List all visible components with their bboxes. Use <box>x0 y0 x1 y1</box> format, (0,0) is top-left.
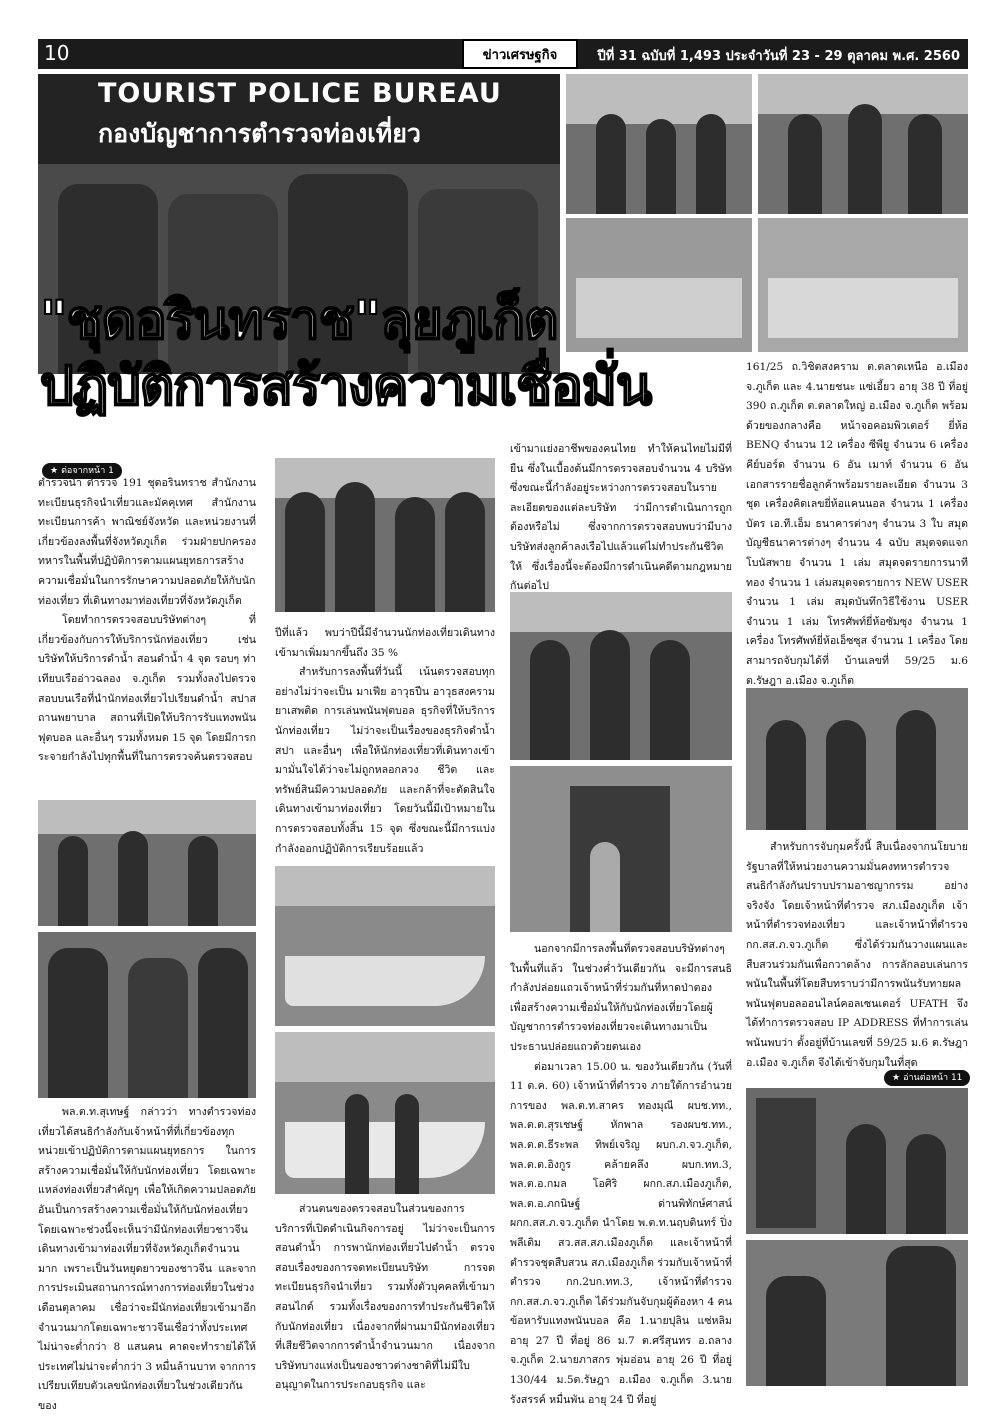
photo-speedboat-dock <box>275 866 495 1026</box>
article-column-4-cont <box>746 838 968 1073</box>
col3-paragraph-3: ต่อมาเวลา 15.00 น. ของวันเดียวกัน (วันที่ 11 ต.ค. 60) เจ้าหน้าที่ตำรวจ ภายใต้การอำนวยการของ พล.ต.ท.สาคร ทองมุณี ผบช.ทท., พล.ต.ต.สุรเชษฐ์ หักพาล รองผบช.ทท., พล.ต.ต.ธีระพล ทิพย์เจริญ ผบก.ภ.จว.ภูเก็ต, พล.ต.ต.อิงกูร คล้ายคลึง ผบก.ทท.3, พล.ต.อ.กมล โอศิริ ผกก.สภ.เมืองภูเก็ต, พล.ต.อ.ภกนิษฐ์ ด่านพิทักษ์ศาสน์ ผกก.สส.ภ.จว.ภูเก็ต นำโดย พ.ต.ท.นฤบดินทร์ ปิ่งพลีเติม สว.สส.สภ.เมืองภูเก็ต และเจ้าหน้าที่ตำรวจชุดสืบสวน สภ.เมืองภูเก็ต ร่วมกับเจ้าหน้าที่ตำรวจ กก.2บก.ทท.3, เจ้าหน้าที่ตำรวจ กก.สส.ภ.จว.ภูเก็ต ได้ร่วมกันจับกุมผู้ต้องหา 4 คน ข้อหารับแทงพนันบอล คือ 1.นายปุลิน แซ่หลิม อายุ 27 ปี ที่อยู่ 86 ม.7 ต.ศรีสุนทร อ.ถลาง จ.ภูเก็ต 2.นายภาสกร พุ่มอ่อน อายุ 26 ปี ที่อยู่ 130/44 ม.5ต.รัษฎา อ.เมือง จ.ภูเก็ต 3.นายรังสรรค์ หมื่นพัน อายุ 24 ปี ที่อยู่ <box>510 1060 732 1406</box>
article-column-1-cont <box>38 1103 256 1417</box>
issue-info: ปีที่ 31 ฉบับที่ 1,493 ประจำวันที่ 23 - 29 ตุลาคม พ.ศ. 2560 <box>597 49 960 64</box>
col3-paragraph-1: เข้ามาแย่งอาชีพของคนไทย ทำให้คนไทยไม่มีที่ยืน ซึ่งในเบื้องต้นมีการตรวจสอบจำนวน 4 บริษัท ซึ่งขณะนี้กำลังอยู่ระหว่างการตรวจสอบในรายละเอียดของแต่ละบริษัท ว่ามีการดำเนินการถูกต้องหรือไม่ ซึ่งจากการตรวจสอบพบว่ามีบางบริษัทส่งลูกค้าลงเรือไปแล้วแต่ไม่ทำประกันชีวิตให้ ซึ่งเรื่องนี้จะต้องมีการดำเนินคดีตามกฎหมายกันต่อไป <box>510 443 732 593</box>
banner-thai-text: กองบัญชาการตำรวจท่องเที่ยว <box>98 119 421 148</box>
col2-paragraph-2: สำหรับการลงพื้นที่วันนี้ เน้นตรวจสอบทุกอย่างไม่ว่าจะเป็น มาเฟีย อาวุธปืน อาวุธสงคราม ยาเสพติด การเล่นพนันฟุตบอล ธุรกิจที่ให้บริการนักท่องเที่ยว ไม่ว่าจะเป็นเรื่องของธุรกิจดำน้ำ สปา และอื่นๆ เพื่อให้นักท่องเที่ยวที่เดินทางเข้ามามั่นใจได้ว่าจะไม่ถูกหลอกลวง ชีวิต และทรัพย์สินมีความปลอดภัย และกล้าที่จะตัดสินใจเดินทางเข้ามาท่องเที่ยว โดยวันนี้มีเป้าหมายในการตรวจสอบทั้งสิ้น 15 จุด ซึ่งขณะนี้มีการแบ่งกำลังออกปฏิบัติการเรียบร้อยแล้ว <box>275 666 495 855</box>
col2-paragraph-3: ส่วนตนของตรวจสอบในส่วนของการบริการที่เปิดดำเนินกิจการอยู่ ไม่ว่าจะเป็นการสอนดำน้ำ การพานักท่องเที่ยวไปดำน้ำ ตรวจสอบเรื่องของการจดทะเบียนบริษัท การจดทะเบียนธุรกิจนำเที่ยว รวมทั้งตัวบุคคลที่เข้ามาสอนไกด์ รวมทั้งเรื่องของการทำประกันชีวิตให้กับนักท่องเที่ยว เนื่องจากที่ผ่านมามีนักท่องเที่ยวที่เสียชีวิตจากการดำน้ำจำนวนมาก เนื่องจากบริษัทบางแห่งเป็นของชาวต่างชาติที่ไม่มีใบอนุญาตในการประกอบธุรกิจ และ <box>275 1203 495 1392</box>
photo-inspection-walk <box>510 592 732 760</box>
headline-line-2: ปฏิบัติการสร้างความเชื่อมั่น <box>40 356 652 417</box>
photo-officers-pier <box>566 74 752 214</box>
photo-officers-briefing <box>758 74 968 214</box>
star-icon: ★ <box>50 466 59 476</box>
article-column-2-cont <box>275 1200 495 1396</box>
photo-seized-items <box>758 218 968 352</box>
continued-to-tag <box>884 1065 970 1086</box>
col1-paragraph-3: พล.ต.ท.สุเทษฐ์ กล่าวว่า ทางตำรวจท่องเที่ยวได้สนธิกำลังกับเจ้าหน้าที่ที่เกี่ยวข้องทุกหน่วยเข้าปฏิบัติการตามแผนยุทธการ ในการสร้างความเชื่อมั่นให้กับนักท่องเที่ยว โดยเฉพาะแหล่งท่องเที่ยวสำคัญๆ เพื่อให้เกิดความปลอดภัยอันเป็นการสร้างความเชื่อมั่นให้กับนักท่องเที่ยว โดยเฉพาะช่วงนี้จะเห็นว่ามีนักท่องเที่ยวชาวจีนเดินทางเข้ามาท่องเที่ยวที่จังหวัดภูเก็ตจำนวนมาก เพราะเป็นวันหยุดยาวของชาวจีน และจากการประเมินสถานการณ์ทางการท่องเที่ยวในช่วงเดือนตุลาคม เชื่อว่าจะมีนักท่องเที่ยวเข้ามาอีกจำนวนมากโดยเฉพาะชาวจีนเชื่อว่าทั้งประเทศไม่น่าจะต่ำกว่า 8 แสนคน คาดจะทำรายได้ให้ประเทศไม่น่าจะต่ำกว่า 3 หมื่นล้านบาท จากการเปรียบเทียบตัวเลขนักท่องเที่ยวในช่วงเดียวกันของ <box>38 1106 256 1412</box>
photo-special-unit <box>275 458 495 612</box>
col4-paragraph-2: สำหรับการจับกุมครั้งนี้ สืบเนื่องจากนโยบายรัฐบาลที่ให้หน่วยงานความมั่นคงทหารตำรวจสนธิกำลังกันปราบปรามอาชญากรรม อย่างจริงจัง โดยเจ้าหน้าที่ตำรวจ สภ.เมืองภูเก็ต เจ้าหน้าที่ตำรวจท่องเที่ยว และเจ้าหน้าที่ตำรวจ กก.สส.ภ.จว.ภูเก็ต ซึ่งได้ร่วมกันวางแผนและสืบสวนร่วมกันเพื่อกวาดล้าง การลักลอบเล่นการพนันในพื้นที่โดยสืบทราบว่ามีการพนันรับทายผลพนันฟุตบอลออนไลน์คอลเซนเตอร์ UFATH จึงได้ทำการตรวจสอบ IP ADDRESS ที่ทำการเล่นพนันพบว่า ตั้งอยู่ที่บ้านเลขที่ 59/25 ม.6 ต.รัษฎา อ.เมือง จ.ภูเก็ต จึงได้เข้าจับกุมในที่สุด <box>746 841 968 1069</box>
photo-computers-seized <box>746 1240 968 1386</box>
banner-english-text: TOURIST POLICE BUREAU <box>98 78 502 109</box>
newspaper-logo: ข่าวเศรษฐกิจ <box>462 39 578 69</box>
photo-officers-phone <box>38 932 256 1098</box>
photo-arrest-office <box>746 688 968 830</box>
col3-paragraph-2: นอกจากมีการลงพื้นที่ตรวจสอบบริษัทต่างๆ ในพื้นที่แล้ว ในช่วงค่ำวันเดียวกัน จะมีการสนธิกำลังปล่อยแถวเจ้าหน้าที่ร่วมกันที่หาดป่าตอง เพื่อสร้างความเชื่อมั่นให้กับนักท่องเที่ยวโดยผู้บัญชาการตำรวจท่องเที่ยวจะเดินทางมาเป็นประธานปล่อยแถวด้วยตนเอง <box>510 943 732 1053</box>
article-column-4 <box>746 358 968 691</box>
article-column-1 <box>38 474 256 768</box>
masthead-bar <box>38 39 968 69</box>
col4-paragraph-1: 161/25 ถ.วิชิตสงคราม ต.ตลาดเหนือ อ.เมือง จ.ภูเก็ต และ 4.นายชนะ แซ่เอี้ยว อายุ 38 ปี ที่อยู่ 390 ถ.ภูเก็ต ต.ตลาดใหญ่ อ.เมือง จ.ภูเก็ต พร้อมด้วยของกลางคือ หน้าจอคอมพิวเตอร์ ยี่ห้อ BENQ จำนวน 12 เครื่อง ซีพียู จำนวน 6 เครื่องคีย์บอร์ด จำนวน 6 อัน เมาท์ จำนวน 6 อัน เอกสารรายชื่อลูกค้าพร้อมรายละเอียด จำนวน 3 ชุด เครื่องคิดเลขยี่ห้อแคนนอล จำนวน 1 เครื่อง บัตร เอ.ที.เอ็ม ธนาคารต่างๆ จำนวน 3 ใบ สมุดบัญชีธนาคารต่างๆ จำนวน 4 ฉบับ สมุดจดแจกโบนัสพาย จำนวน 1 เล่ม สมุดจดรายการนาทีทอง จำนวน 1 เล่มสมุดจดรายการ NEW USER จำนวน 1 เล่ม สมุดบันทึกวิธีใช้งาน USER จำนวน 1 เล่ม โทรศัพท์ยี่ห้อซัมซุง จำนวน 1 เครื่อง โทรศัพท์ยี่ห้อเอ็ซซุส จำนวน 1 เครื่อง โดยสามารถจับกุมได้ที่ บ้านเลขที่ 59/25 ม.6 ต.รัษฎา อ.เมือง จ.ภูเก็ต <box>746 361 968 687</box>
article-column-3-cont <box>510 940 732 1410</box>
photo-raid-room <box>746 1088 968 1234</box>
page-number: 10 <box>44 41 70 65</box>
continued-from-text: ต่อจากหน้า 1 <box>61 466 114 476</box>
col1-paragraph-1: ตำรวจน้ำ ตำรวจ 191 ชุดอรินทราช สำนักงานทะเบียนธุรกิจนำเที่ยวและมัคคุเทศ สำนักงานทะเบียนการค้า พาณิชย์จังหวัด และหน่วยงานที่เกี่ยวข้องลงพื้นที่จังหวัดภูเก็ต ร่วมฝ่ายปกครอง ทหารในพื้นที่ปฏิบัติการตามแผนยุทธการสร้างความเชื่อมั่นในการรักษาความปลอดภัยให้กับนักท่องเที่ยว ที่เดินทางมาท่องเที่ยวที่จังหวัดภูเก็ต <box>38 477 256 607</box>
col2-paragraph-1: ปีที่แล้ว พบว่าปีนี้มีจำนวนนักท่องเที่ยวเดินทางเข้ามาเพิ่มมากขึ้นถึง 35 % <box>275 627 495 659</box>
continued-to-text: อ่านต่อหน้า 11 <box>903 1073 963 1083</box>
headline-line-1: "ชุดอรินทราช"ลุยภูเก็ต <box>40 290 558 351</box>
photo-officers-walking <box>38 800 256 926</box>
col1-paragraph-2: โดยทำการตรวจสอบบริษัทต่างๆ ที่เกี่ยวข้องกับการให้บริการนักท่องเที่ยว เช่น บริษัทให้บริการดำน้ำ สอนดำน้ำ 4 จุด รอบๆ ท่าเทียบเรืออ่าวฉลอง จ.ภูเก็ต รวมทั้งลงไปตรวจสอบบนเรือที่นำนักท่องเที่ยวไปเรียนดำน้ำ สปาสถานพยาบาล สถานที่เปิดให้บริการรับแทงพนันฟุตบอล และอื่นๆ รวมทั้งหมด 15 จุด โดยมีการกระจายกำลังไปทุกพื้นที่ในการตรวจค้นตรวจสอบ <box>38 614 256 764</box>
photo-shop-entrance <box>510 766 732 932</box>
star-icon: ★ <box>892 1073 901 1083</box>
headline <box>40 288 740 420</box>
photo-speedboat-sea <box>275 1032 495 1194</box>
article-column-3 <box>510 440 732 597</box>
article-column-2 <box>275 624 495 859</box>
